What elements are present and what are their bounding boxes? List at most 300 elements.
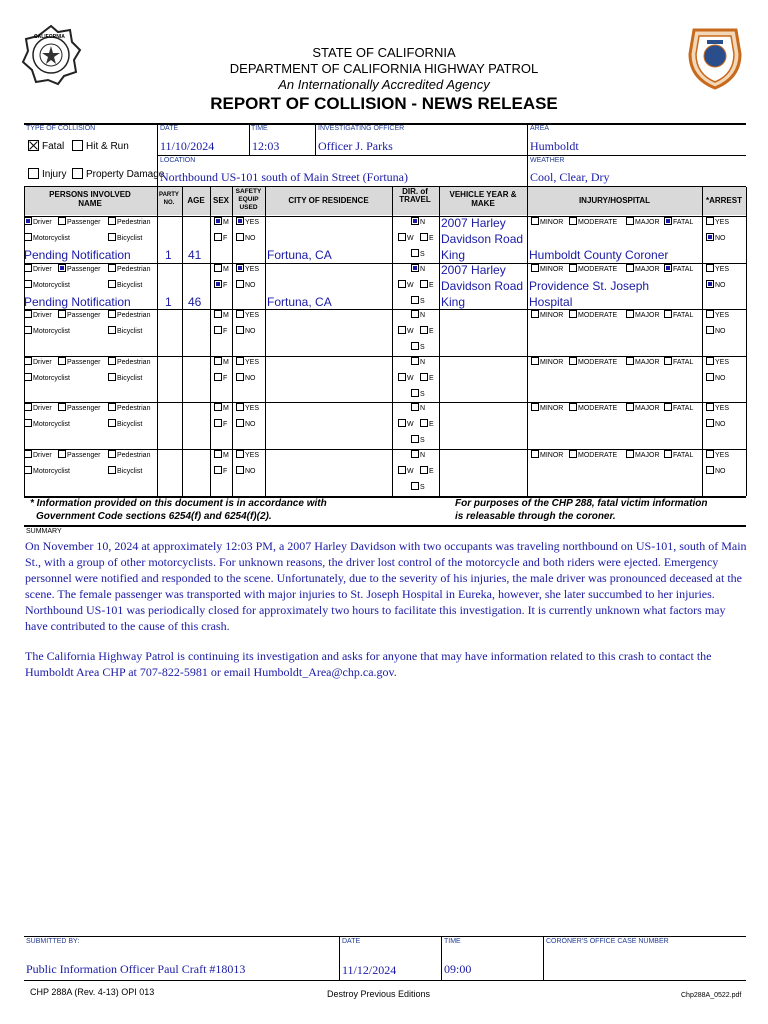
person-row-5-injury-minor-checkbox-box[interactable] [531, 403, 539, 411]
person-row-6-driver-checkbox-box[interactable] [24, 450, 32, 458]
person-row-6-passenger-checkbox-label: Passenger [67, 451, 101, 459]
person-row-6-safety-no-checkbox-box[interactable] [236, 466, 244, 474]
person-row-3-bicyclist-checkbox-label: Bicyclist [117, 327, 143, 335]
form-id: CHP 288A (Rev. 4-13) OPI 013 [30, 987, 155, 997]
person-row-5-dir-e-checkbox[interactable] [420, 420, 434, 428]
person-row-6-dir-s-checkbox[interactable] [411, 483, 425, 491]
person-row-1-dir-s-checkbox-label: S [420, 250, 425, 258]
person-row-5-arrest-no-checkbox[interactable] [706, 420, 726, 428]
person-row-1-safety-yes-checkbox-label: YES [245, 218, 260, 226]
person-row-1-arrest-no-checkbox-box[interactable] [706, 233, 714, 241]
injury-checkbox[interactable] [28, 169, 66, 180]
person-row-1-hospital-line-1: Humboldt County Coroner [529, 248, 669, 262]
person-row-1-passenger-checkbox-box[interactable] [58, 217, 66, 225]
person-row-5-injury-fatal-checkbox[interactable] [664, 404, 693, 412]
person-row-5-motorcyclist-checkbox-label: Motorcyclist [33, 420, 70, 428]
person-row-4-dir-s-checkbox[interactable] [411, 390, 425, 398]
person-row-1-safety-yes-checkbox-box[interactable] [236, 217, 244, 225]
person-row-1-pedestrian-checkbox[interactable] [108, 218, 150, 226]
person-row-5-dir-n-checkbox-label: N [420, 404, 426, 412]
person-row-1-dir-n-checkbox-box[interactable] [411, 217, 419, 225]
person-row-3-motorcyclist-checkbox-label: Motorcyclist [33, 327, 70, 335]
person-row-4-passenger-checkbox-box[interactable] [58, 357, 66, 365]
person-row-3-dir-e-checkbox-box[interactable] [420, 326, 428, 334]
person-row-4-motorcyclist-checkbox-box[interactable] [24, 373, 32, 381]
person-row-4-arrest-yes-checkbox-box[interactable] [706, 357, 714, 365]
person-row-4-injury-moderate-checkbox-label: MODERATE [578, 358, 618, 366]
person-row-6-sex-f-checkbox[interactable] [214, 467, 227, 475]
chp-badge-logo-text: CALIFORNIA [34, 34, 65, 40]
col-safety-header: SAFETY EQUIP USED [235, 188, 262, 211]
person-row-3-bicyclist-checkbox[interactable] [108, 327, 142, 335]
person-row-1-safety-no-checkbox-box[interactable] [236, 233, 244, 241]
person-row-3-passenger-checkbox-box[interactable] [58, 310, 66, 318]
person-row-5-passenger-checkbox-box[interactable] [58, 403, 66, 411]
person-row-1-sex-m-checkbox-box[interactable] [214, 217, 222, 225]
person-row-6-safety-yes-checkbox[interactable] [236, 451, 259, 459]
person-row-1-sex-f-checkbox[interactable] [214, 234, 227, 242]
person-row-4-injury-major-checkbox[interactable] [626, 358, 660, 366]
person-row-2-dir-w-checkbox-box[interactable] [398, 280, 406, 288]
person-row-4-motorcyclist-checkbox[interactable] [24, 374, 70, 382]
person-row-1-safety-no-checkbox[interactable] [236, 234, 256, 242]
person-row-3-safety-yes-checkbox[interactable] [236, 311, 259, 319]
person-row-1-bicyclist-checkbox-box[interactable] [108, 233, 116, 241]
person-row-1-arrest-no-checkbox[interactable] [706, 234, 726, 242]
officer-label: INVESTIGATING OFFICER [318, 125, 405, 132]
person-row-4-safety-no-checkbox[interactable] [236, 374, 256, 382]
person-row-6-safety-no-checkbox[interactable] [236, 467, 256, 475]
person-row-2-safety-no-checkbox[interactable] [236, 281, 256, 289]
person-row-2-injury-major-checkbox-label: MAJOR [635, 265, 660, 273]
person-row-6-dir-n-checkbox-box[interactable] [411, 450, 419, 458]
person-row-2-arrest-yes-checkbox-box[interactable] [706, 264, 714, 272]
person-row-1-injury-moderate-checkbox[interactable] [569, 218, 617, 226]
person-row-2-injury-moderate-checkbox[interactable] [569, 265, 617, 273]
person-row-1-vehicle-line-2: Davidson Road [441, 232, 524, 246]
person-row-2-dir-s-checkbox-box[interactable] [411, 296, 419, 304]
person-row-2-motorcyclist-checkbox[interactable] [24, 281, 70, 289]
person-row-5-driver-checkbox-box[interactable] [24, 403, 32, 411]
person-row-4-injury-fatal-checkbox-box[interactable] [664, 357, 672, 365]
person-row-2-safety-yes-checkbox[interactable] [236, 265, 259, 273]
person-row-4-sex-f-checkbox[interactable] [214, 374, 227, 382]
person-row-5-injury-minor-checkbox[interactable] [531, 404, 563, 412]
person-row-5-dir-w-checkbox-label: W [407, 420, 414, 428]
person-row-6-pedestrian-checkbox[interactable] [108, 451, 150, 459]
person-row-3-injury-moderate-checkbox-box[interactable] [569, 310, 577, 318]
person-row-6-dir-w-checkbox[interactable] [398, 467, 414, 475]
person-row-1-driver-checkbox[interactable] [24, 218, 52, 226]
hit-run-checkbox[interactable] [72, 141, 129, 152]
person-row-5-dir-n-checkbox[interactable] [411, 404, 425, 412]
person-row-3-dir-w-checkbox-box[interactable] [398, 326, 406, 334]
person-row-1-passenger-checkbox[interactable] [58, 218, 100, 226]
person-row-5-dir-n-checkbox-box[interactable] [411, 403, 419, 411]
person-row-3-safety-yes-checkbox-box[interactable] [236, 310, 244, 318]
person-row-5-dir-e-checkbox-box[interactable] [420, 419, 428, 427]
person-row-4-dir-e-checkbox-box[interactable] [420, 373, 428, 381]
person-row-1-driver-checkbox-box[interactable] [24, 217, 32, 225]
person-row-2-injury-minor-checkbox[interactable] [531, 265, 563, 273]
person-row-3-arrest-no-checkbox[interactable] [706, 327, 726, 335]
person-row-3-pedestrian-checkbox-label: Pedestrian [117, 311, 151, 319]
person-row-1-motorcyclist-checkbox-box[interactable] [24, 233, 32, 241]
person-row-4-sex-m-checkbox-box[interactable] [214, 357, 222, 365]
person-row-2-dir-e-checkbox-label: E [429, 281, 434, 289]
person-row-3-driver-checkbox[interactable] [24, 311, 52, 319]
person-row-5-injury-moderate-checkbox[interactable] [569, 404, 617, 412]
person-row-1-safety-yes-checkbox[interactable] [236, 218, 259, 226]
person-row-4-dir-n-checkbox[interactable] [411, 358, 425, 366]
person-row-4-bicyclist-checkbox-box[interactable] [108, 373, 116, 381]
person-row-4-dir-n-checkbox-label: N [420, 358, 426, 366]
collision-area: Humboldt [530, 139, 579, 153]
person-row-5-injury-major-checkbox-label: MAJOR [635, 404, 660, 412]
person-row-3-arrest-no-checkbox-box[interactable] [706, 326, 714, 334]
person-row-5-motorcyclist-checkbox[interactable] [24, 420, 70, 428]
person-row-2-driver-checkbox[interactable] [24, 265, 52, 273]
person-row-4-bicyclist-checkbox[interactable] [108, 374, 142, 382]
person-row-3-pedestrian-checkbox[interactable] [108, 311, 150, 319]
person-row-4-dir-s-checkbox-box[interactable] [411, 389, 419, 397]
person-row-4-passenger-checkbox[interactable] [58, 358, 100, 366]
submitted-by-label: SUBMITTED BY: [26, 938, 80, 945]
col-party-header: PARTY NO. [159, 192, 179, 206]
person-row-6-safety-yes-checkbox-box[interactable] [236, 450, 244, 458]
person-row-2-arrest-no-checkbox[interactable] [706, 281, 726, 289]
person-row-1-dir-s-checkbox[interactable] [411, 250, 425, 258]
person-row-1-dir-e-checkbox-box[interactable] [420, 233, 428, 241]
person-row-3-injury-major-checkbox-box[interactable] [626, 310, 634, 318]
person-row-3-injury-moderate-checkbox-label: MODERATE [578, 311, 618, 319]
person-row-3-sex-f-checkbox-box[interactable] [214, 326, 222, 334]
person-row-2-dir-s-checkbox[interactable] [411, 297, 425, 305]
person-row-1-dir-w-checkbox[interactable] [398, 234, 414, 242]
person-row-1-bicyclist-checkbox[interactable] [108, 234, 142, 242]
person-row-3-injury-major-checkbox[interactable] [626, 311, 660, 319]
person-row-6-bicyclist-checkbox-box[interactable] [108, 466, 116, 474]
person-row-2-injury-fatal-checkbox[interactable] [664, 265, 693, 273]
person-row-4-pedestrian-checkbox-label: Pedestrian [117, 358, 151, 366]
person-row-5-sex-m-checkbox-box[interactable] [214, 403, 222, 411]
person-row-4-dir-w-checkbox[interactable] [398, 374, 414, 382]
person-row-5-injury-fatal-checkbox-box[interactable] [664, 403, 672, 411]
person-row-5-safety-no-checkbox-box[interactable] [236, 419, 244, 427]
person-row-1-dir-e-checkbox[interactable] [420, 234, 434, 242]
person-row-1-dir-w-checkbox-label: W [407, 234, 414, 242]
person-row-4-dir-w-checkbox-box[interactable] [398, 373, 406, 381]
person-row-1-dir-n-checkbox[interactable] [411, 218, 425, 226]
person-row-4-injury-fatal-checkbox-label: FATAL [673, 358, 694, 366]
person-row-6-passenger-checkbox[interactable] [58, 451, 100, 459]
person-row-6-injury-fatal-checkbox[interactable] [664, 451, 693, 459]
type-of-collision-label: TYPE OF COLLISION [26, 125, 96, 132]
person-row-2-dir-n-checkbox-box[interactable] [411, 264, 419, 272]
person-row-3-motorcyclist-checkbox[interactable] [24, 327, 70, 335]
person-row-4-dir-n-checkbox-box[interactable] [411, 357, 419, 365]
person-row-6-injury-major-checkbox[interactable] [626, 451, 660, 459]
person-row-2-sex-m-checkbox[interactable] [214, 265, 229, 273]
person-row-6-driver-checkbox[interactable] [24, 451, 52, 459]
person-row-1-injury-major-checkbox-box[interactable] [626, 217, 634, 225]
person-row-5-driver-checkbox[interactable] [24, 404, 52, 412]
person-row-1-injury-moderate-checkbox-box[interactable] [569, 217, 577, 225]
person-row-2-motorcyclist-checkbox-label: Motorcyclist [33, 281, 70, 289]
row-divider [24, 402, 746, 403]
person-row-6-dir-w-checkbox-label: W [407, 467, 414, 475]
person-row-5-injury-major-checkbox[interactable] [626, 404, 660, 412]
person-row-3-dir-e-checkbox[interactable] [420, 327, 434, 335]
person-row-5-injury-minor-checkbox-label: MINOR [540, 404, 564, 412]
person-row-1-sex-m-checkbox[interactable] [214, 218, 229, 226]
person-row-6-injury-moderate-checkbox[interactable] [569, 451, 617, 459]
person-row-2-passenger-checkbox-box[interactable] [58, 264, 66, 272]
person-row-3-pedestrian-checkbox-box[interactable] [108, 310, 116, 318]
person-row-6-motorcyclist-checkbox-box[interactable] [24, 466, 32, 474]
person-row-6-injury-fatal-checkbox-label: FATAL [673, 451, 694, 459]
person-row-4-driver-checkbox-box[interactable] [24, 357, 32, 365]
person-row-4-arrest-yes-checkbox-label: YES [715, 358, 730, 366]
person-row-1-dir-s-checkbox-box[interactable] [411, 249, 419, 257]
person-row-6-arrest-yes-checkbox[interactable] [706, 451, 729, 459]
person-row-5-arrest-yes-checkbox-box[interactable] [706, 403, 714, 411]
person-row-3-dir-s-checkbox[interactable] [411, 343, 425, 351]
person-row-6-injury-major-checkbox-box[interactable] [626, 450, 634, 458]
person-row-3-dir-s-checkbox-box[interactable] [411, 342, 419, 350]
person-row-2-pedestrian-checkbox[interactable] [108, 265, 150, 273]
person-row-5-motorcyclist-checkbox-box[interactable] [24, 419, 32, 427]
person-row-1-injury-major-checkbox[interactable] [626, 218, 660, 226]
person-row-1-arrest-yes-checkbox-box[interactable] [706, 217, 714, 225]
person-row-3-arrest-yes-checkbox[interactable] [706, 311, 729, 319]
person-row-3-dir-w-checkbox[interactable] [398, 327, 414, 335]
person-row-4-motorcyclist-checkbox-label: Motorcyclist [33, 374, 70, 382]
person-row-1-injury-minor-checkbox[interactable] [531, 218, 563, 226]
fatal-checkbox[interactable] [28, 141, 64, 152]
person-row-2-arrest-yes-checkbox[interactable] [706, 265, 729, 273]
person-row-3-sex-m-checkbox-box[interactable] [214, 310, 222, 318]
person-row-2-injury-major-checkbox-box[interactable] [626, 264, 634, 272]
person-row-3-motorcyclist-checkbox-box[interactable] [24, 326, 32, 334]
person-row-6-dir-n-checkbox[interactable] [411, 451, 425, 459]
person-row-5-injury-fatal-checkbox-label: FATAL [673, 404, 694, 412]
person-row-6-arrest-yes-checkbox-box[interactable] [706, 450, 714, 458]
person-row-1-party-no: 1 [165, 248, 172, 262]
person-row-5-sex-f-checkbox-box[interactable] [214, 419, 222, 427]
person-row-6-sex-m-checkbox-box[interactable] [214, 450, 222, 458]
person-row-6-sex-f-checkbox-label: F [223, 467, 228, 475]
person-row-6-safety-yes-checkbox-label: YES [245, 451, 260, 459]
person-row-5-passenger-checkbox[interactable] [58, 404, 100, 412]
person-row-3-dir-n-checkbox-box[interactable] [411, 310, 419, 318]
person-row-4-pedestrian-checkbox-box[interactable] [108, 357, 116, 365]
person-row-6-injury-minor-checkbox-box[interactable] [531, 450, 539, 458]
person-row-2-party-no: 1 [165, 295, 172, 309]
person-row-6-pedestrian-checkbox-box[interactable] [108, 450, 116, 458]
person-row-2-arrest-yes-checkbox-label: YES [715, 265, 730, 273]
person-row-3-safety-no-checkbox-box[interactable] [236, 326, 244, 334]
fatal-checkbox-box[interactable] [28, 140, 39, 151]
location-label: LOCATION [160, 157, 196, 164]
person-row-2-safety-yes-checkbox-box[interactable] [236, 264, 244, 272]
person-row-4-pedestrian-checkbox[interactable] [108, 358, 150, 366]
person-row-1-arrest-no-checkbox-label: NO [715, 234, 726, 242]
hit-run-checkbox-box[interactable] [72, 140, 83, 151]
person-row-3-driver-checkbox-box[interactable] [24, 310, 32, 318]
person-row-4-arrest-no-checkbox[interactable] [706, 374, 726, 382]
person-row-2-injury-fatal-checkbox-box[interactable] [664, 264, 672, 272]
person-row-1-safety-no-checkbox-label: NO [245, 234, 256, 242]
injury-checkbox-box[interactable] [28, 168, 39, 179]
person-row-5-dir-s-checkbox-box[interactable] [411, 435, 419, 443]
person-row-5-safety-yes-checkbox[interactable] [236, 404, 259, 412]
person-row-3-sex-f-checkbox[interactable] [214, 327, 227, 335]
person-row-3-injury-fatal-checkbox[interactable] [664, 311, 693, 319]
submitted-by: Public Information Officer Paul Craft #18013 [26, 962, 246, 976]
person-row-4-injury-minor-checkbox-box[interactable] [531, 357, 539, 365]
person-row-4-injury-moderate-checkbox[interactable] [569, 358, 617, 366]
person-row-6-dir-w-checkbox-box[interactable] [398, 466, 406, 474]
person-row-3-injury-fatal-checkbox-box[interactable] [664, 310, 672, 318]
person-row-2-sex-m-checkbox-box[interactable] [214, 264, 222, 272]
person-row-5-pedestrian-checkbox[interactable] [108, 404, 150, 412]
person-row-2-injury-major-checkbox[interactable] [626, 265, 660, 273]
person-row-3-dir-n-checkbox[interactable] [411, 311, 425, 319]
person-row-3-safety-yes-checkbox-label: YES [245, 311, 260, 319]
person-row-1-dir-n-checkbox-label: N [420, 218, 426, 226]
row-divider [24, 309, 746, 310]
person-row-4-injury-moderate-checkbox-box[interactable] [569, 357, 577, 365]
person-row-5-sex-f-checkbox[interactable] [214, 420, 227, 428]
person-row-3-injury-minor-checkbox-box[interactable] [531, 310, 539, 318]
person-row-4-injury-fatal-checkbox[interactable] [664, 358, 693, 366]
time-label: TIME [251, 125, 268, 132]
person-row-2-sex-f-checkbox[interactable] [214, 281, 227, 289]
person-row-5-dir-s-checkbox[interactable] [411, 436, 425, 444]
person-row-4-sex-f-checkbox-box[interactable] [214, 373, 222, 381]
person-row-3-bicyclist-checkbox-box[interactable] [108, 326, 116, 334]
person-row-2-passenger-checkbox[interactable] [58, 265, 100, 273]
person-row-3-safety-no-checkbox[interactable] [236, 327, 256, 335]
person-row-1-injury-fatal-checkbox[interactable] [664, 218, 693, 226]
person-row-4-arrest-yes-checkbox[interactable] [706, 358, 729, 366]
column-divider [702, 187, 703, 496]
person-row-5-injury-major-checkbox-box[interactable] [626, 403, 634, 411]
person-row-5-injury-moderate-checkbox-box[interactable] [569, 403, 577, 411]
person-row-5-pedestrian-checkbox-box[interactable] [108, 403, 116, 411]
person-row-2-dir-n-checkbox[interactable] [411, 265, 425, 273]
person-row-3-passenger-checkbox[interactable] [58, 311, 100, 319]
person-row-2-dir-e-checkbox[interactable] [420, 281, 434, 289]
person-row-2-bicyclist-checkbox[interactable] [108, 281, 142, 289]
person-row-4-safety-yes-checkbox[interactable] [236, 358, 259, 366]
person-row-6-arrest-no-checkbox[interactable] [706, 467, 726, 475]
person-row-1-pedestrian-checkbox-box[interactable] [108, 217, 116, 225]
column-divider [232, 187, 233, 496]
person-row-1-sex-f-checkbox-box[interactable] [214, 233, 222, 241]
person-row-2-dir-e-checkbox-box[interactable] [420, 280, 428, 288]
person-row-1-motorcyclist-checkbox[interactable] [24, 234, 70, 242]
person-row-4-safety-no-checkbox-box[interactable] [236, 373, 244, 381]
date-label: DATE [160, 125, 179, 132]
person-row-4-arrest-no-checkbox-box[interactable] [706, 373, 714, 381]
person-row-6-passenger-checkbox-box[interactable] [58, 450, 66, 458]
person-row-6-sex-f-checkbox-box[interactable] [214, 466, 222, 474]
person-row-4-injury-major-checkbox-box[interactable] [626, 357, 634, 365]
person-row-4-passenger-checkbox-label: Passenger [67, 358, 101, 366]
person-row-2-city: Fortuna, CA [267, 295, 332, 309]
person-row-5-dir-w-checkbox[interactable] [398, 420, 414, 428]
person-row-2-safety-no-checkbox-box[interactable] [236, 280, 244, 288]
row-divider [24, 216, 746, 217]
column-divider [210, 187, 211, 496]
person-row-2-sex-f-checkbox-box[interactable] [214, 280, 222, 288]
person-row-2-injury-moderate-checkbox-box[interactable] [569, 264, 577, 272]
person-row-6-bicyclist-checkbox[interactable] [108, 467, 142, 475]
person-row-5-sex-m-checkbox[interactable] [214, 404, 229, 412]
person-row-2-motorcyclist-checkbox-box[interactable] [24, 280, 32, 288]
person-row-1-injury-minor-checkbox-box[interactable] [531, 217, 539, 225]
person-row-4-injury-minor-checkbox[interactable] [531, 358, 563, 366]
person-row-3-injury-moderate-checkbox[interactable] [569, 311, 617, 319]
person-row-6-sex-m-checkbox[interactable] [214, 451, 229, 459]
person-row-5-arrest-no-checkbox-box[interactable] [706, 419, 714, 427]
person-row-5-passenger-checkbox-label: Passenger [67, 404, 101, 412]
person-row-4-dir-e-checkbox[interactable] [420, 374, 434, 382]
note-government-code-2: Government Code sections 6254(f) and 6254(f)(2). [36, 511, 272, 522]
person-row-4-safety-yes-checkbox-box[interactable] [236, 357, 244, 365]
person-row-5-safety-yes-checkbox-box[interactable] [236, 403, 244, 411]
person-row-3-arrest-yes-checkbox-box[interactable] [706, 310, 714, 318]
person-row-6-dir-e-checkbox[interactable] [420, 467, 434, 475]
person-row-1-injury-fatal-checkbox-box[interactable] [664, 217, 672, 225]
person-row-2-arrest-no-checkbox-box[interactable] [706, 280, 714, 288]
person-row-1-arrest-yes-checkbox[interactable] [706, 218, 729, 226]
person-row-2-dir-w-checkbox[interactable] [398, 281, 414, 289]
person-row-3-injury-minor-checkbox[interactable] [531, 311, 563, 319]
person-row-5-dir-w-checkbox-box[interactable] [398, 419, 406, 427]
coroner-case-label: CORONER'S OFFICE CASE NUMBER [546, 938, 669, 945]
person-row-6-motorcyclist-checkbox[interactable] [24, 467, 70, 475]
weather-label: WEATHER [530, 157, 565, 164]
person-row-6-arrest-no-checkbox-box[interactable] [706, 466, 714, 474]
person-row-2-injury-minor-checkbox-box[interactable] [531, 264, 539, 272]
person-row-2-bicyclist-checkbox-box[interactable] [108, 280, 116, 288]
person-row-6-injury-moderate-checkbox-box[interactable] [569, 450, 577, 458]
person-row-4-driver-checkbox[interactable] [24, 358, 52, 366]
person-row-5-safety-no-checkbox[interactable] [236, 420, 256, 428]
property-damage-checkbox-box[interactable] [72, 168, 83, 179]
person-row-2-pedestrian-checkbox-box[interactable] [108, 264, 116, 272]
person-row-6-injury-minor-checkbox[interactable] [531, 451, 563, 459]
person-row-5-arrest-yes-checkbox[interactable] [706, 404, 729, 412]
person-row-6-dir-e-checkbox-box[interactable] [420, 466, 428, 474]
row-divider [24, 263, 746, 264]
person-row-1-dir-w-checkbox-box[interactable] [398, 233, 406, 241]
person-row-4-sex-m-checkbox[interactable] [214, 358, 229, 366]
person-row-5-bicyclist-checkbox-box[interactable] [108, 419, 116, 427]
person-row-2-driver-checkbox-box[interactable] [24, 264, 32, 272]
property-damage-checkbox[interactable] [72, 169, 164, 180]
property-damage-label: Property Damage [86, 169, 165, 181]
person-row-3-sex-m-checkbox[interactable] [214, 311, 229, 319]
column-divider [265, 187, 266, 496]
page-title: REPORT OF COLLISION - NEWS RELEASE [210, 94, 558, 113]
person-row-5-bicyclist-checkbox[interactable] [108, 420, 142, 428]
person-row-6-injury-fatal-checkbox-box[interactable] [664, 450, 672, 458]
person-row-6-dir-s-checkbox-box[interactable] [411, 482, 419, 490]
